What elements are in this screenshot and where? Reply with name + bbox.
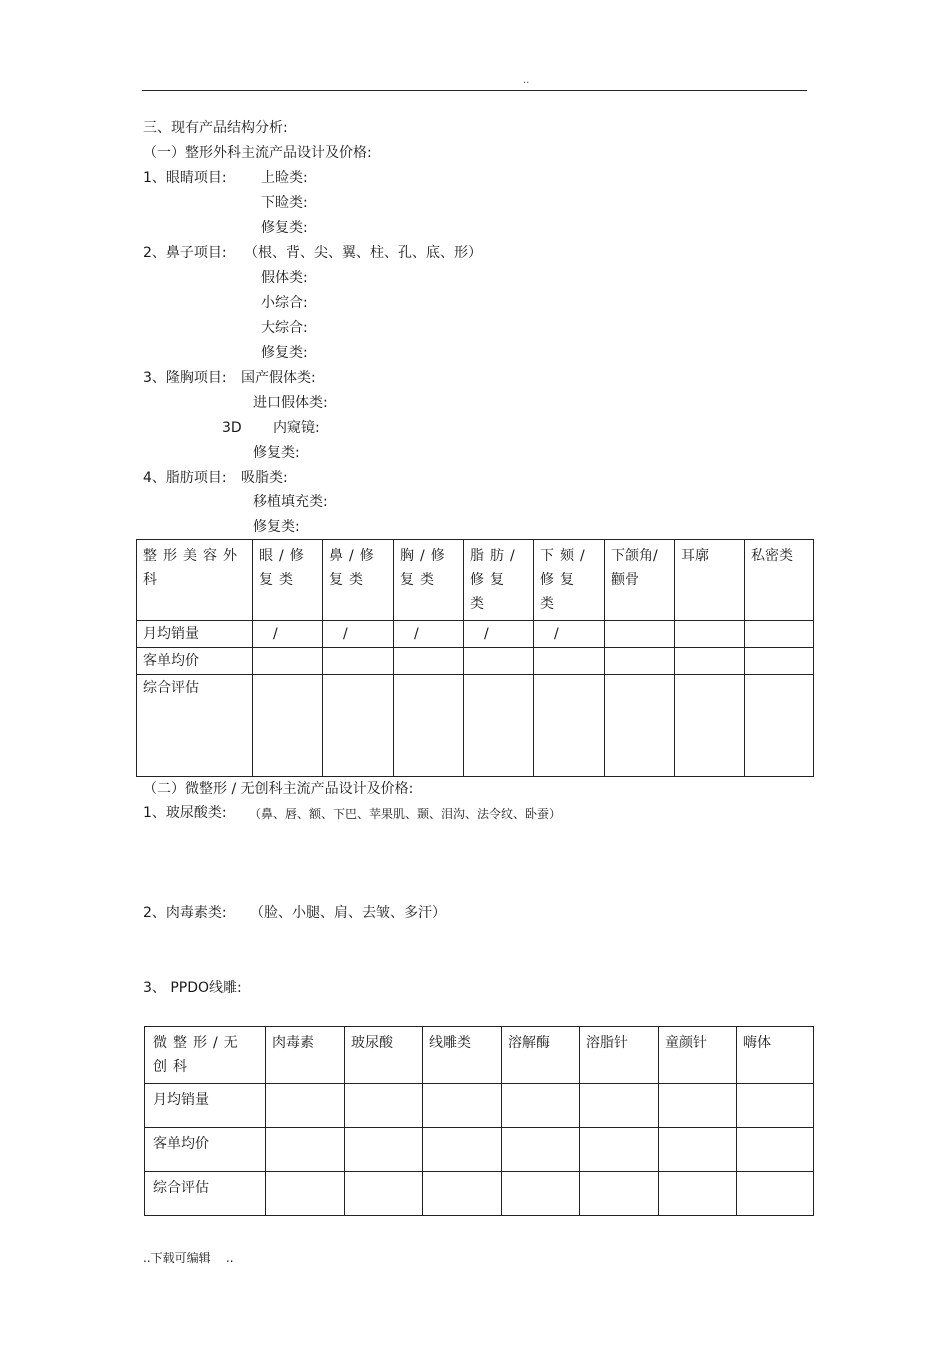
table-cell xyxy=(745,621,814,648)
breast-item: 内窥镜: xyxy=(273,420,320,436)
table-cell xyxy=(580,1172,659,1216)
table-cell xyxy=(423,1128,502,1172)
fat-item: 修复类: xyxy=(253,519,300,535)
table-row xyxy=(137,675,814,777)
surgery-products-table xyxy=(136,539,814,777)
table-header-cell: 肉毒素 xyxy=(266,1027,345,1084)
table-cell xyxy=(502,1084,580,1128)
table-header-cell: 线雕类 xyxy=(423,1027,502,1084)
table-header-cell: 耳廓 xyxy=(675,540,745,621)
table-cell xyxy=(266,1084,345,1128)
table-cell xyxy=(423,1172,502,1216)
table-cell xyxy=(502,1172,580,1216)
table-cell xyxy=(737,1172,814,1216)
table-cell: / xyxy=(323,621,394,648)
nose-project-detail: （根、背、尖、翼、柱、孔、底、形） xyxy=(244,245,482,261)
table-cell xyxy=(394,675,464,777)
nose-item: 假体类: xyxy=(261,270,308,286)
footer-text: ..下载可编辑 .. xyxy=(143,1251,234,1265)
fat-item: 移植填充类: xyxy=(253,494,328,510)
table-header-cell: 整形美容外科 xyxy=(137,540,253,621)
breast-3d-prefix: 3D xyxy=(222,420,242,436)
table-header-cell: 玻尿酸 xyxy=(345,1027,423,1084)
table-cell xyxy=(659,1128,737,1172)
thread-label: 3、 PPDO线雕: xyxy=(143,980,242,996)
eye-item: 下睑类: xyxy=(261,195,308,211)
table-cell xyxy=(580,1128,659,1172)
table-cell: / xyxy=(464,621,534,648)
table-cell xyxy=(502,1128,580,1172)
table-cell xyxy=(605,648,675,675)
table-header-cell: 童颜针 xyxy=(659,1027,737,1084)
table-cell: / xyxy=(534,621,605,648)
eye-item: 上睑类: xyxy=(261,170,308,186)
breast-item: 进口假体类: xyxy=(253,395,328,411)
table-cell xyxy=(737,1084,814,1128)
table-header-cell: 胸/修复类 xyxy=(394,540,464,621)
table-cell xyxy=(675,648,745,675)
table-row xyxy=(137,648,814,675)
table-cell xyxy=(580,1084,659,1128)
table-header-cell: 下颏/修复类 xyxy=(534,540,605,621)
table-header-cell: 下颌角/颧骨 xyxy=(605,540,675,621)
fat-project-label: 4、脂肪项目: xyxy=(143,470,227,486)
table-cell xyxy=(323,648,394,675)
table-row xyxy=(145,1172,814,1216)
table-header-cell: 私密类 xyxy=(745,540,814,621)
nose-project-label: 2、鼻子项目: xyxy=(143,245,227,261)
table-cell xyxy=(423,1084,502,1128)
table-cell xyxy=(345,1084,423,1128)
breast-item: 修复类: xyxy=(253,445,300,461)
section-title: 三、现有产品结构分析: xyxy=(143,120,288,136)
breast-item: 国产假体类: xyxy=(241,370,316,386)
header-dots: .. xyxy=(523,75,530,86)
row-label: 综合评估 xyxy=(137,675,253,777)
table-cell: / xyxy=(253,621,323,648)
table-cell xyxy=(253,675,323,777)
table-header-row xyxy=(137,540,814,621)
table-header-cell: 嗨体 xyxy=(737,1027,814,1084)
table-header-cell: 眼/修复类 xyxy=(253,540,323,621)
nose-item: 大综合: xyxy=(261,320,308,336)
table-header-cell: 微整形/无创科 xyxy=(145,1027,266,1084)
table-cell xyxy=(266,1172,345,1216)
row-label: 客单均价 xyxy=(137,648,253,675)
fat-item: 吸脂类: xyxy=(241,470,288,486)
table-header-cell: 脂肪/修复类 xyxy=(464,540,534,621)
table-cell xyxy=(253,648,323,675)
table-header-row xyxy=(145,1027,814,1084)
table-cell xyxy=(534,648,605,675)
row-label: 综合评估 xyxy=(145,1172,266,1216)
table-cell xyxy=(737,1128,814,1172)
row-label: 客单均价 xyxy=(145,1128,266,1172)
breast-project-label: 3、隆胸项目: xyxy=(143,370,227,386)
table-cell xyxy=(345,1128,423,1172)
table-cell xyxy=(394,648,464,675)
table-cell xyxy=(605,675,675,777)
botox-label: 2、肉毒素类: xyxy=(143,905,227,921)
hyaluronic-label: 1、玻尿酸类: xyxy=(143,805,227,821)
table-row xyxy=(137,621,814,648)
table-cell xyxy=(745,648,814,675)
table-cell xyxy=(605,621,675,648)
table-cell xyxy=(464,675,534,777)
micro-subtitle: （二）微整形 / 无创科主流产品设计及价格: xyxy=(143,781,414,797)
table-header-cell: 溶解酶 xyxy=(502,1027,580,1084)
table-cell xyxy=(675,675,745,777)
table-cell xyxy=(464,648,534,675)
botox-detail: （脸、小腿、肩、去皱、多汗） xyxy=(250,905,446,921)
row-label: 月均销量 xyxy=(145,1084,266,1128)
table-header-cell: 鼻/修复类 xyxy=(323,540,394,621)
table-cell xyxy=(659,1084,737,1128)
table-cell xyxy=(659,1172,737,1216)
surgery-subtitle: （一）整形外科主流产品设计及价格: xyxy=(143,145,372,161)
nose-item: 小综合: xyxy=(261,295,308,311)
eye-project-label: 1、眼睛项目: xyxy=(143,170,227,186)
table-cell xyxy=(675,621,745,648)
table-cell xyxy=(345,1172,423,1216)
table-cell xyxy=(323,675,394,777)
nose-item: 修复类: xyxy=(261,345,308,361)
row-label: 月均销量 xyxy=(137,621,253,648)
table-header-cell: 溶脂针 xyxy=(580,1027,659,1084)
table-cell xyxy=(266,1128,345,1172)
table-cell xyxy=(534,675,605,777)
table-cell: / xyxy=(394,621,464,648)
table-cell xyxy=(745,675,814,777)
eye-item: 修复类: xyxy=(261,220,308,236)
header-rule xyxy=(142,90,807,91)
micro-products-table xyxy=(144,1026,814,1216)
table-row xyxy=(145,1084,814,1128)
hyaluronic-detail: （鼻、唇、额、下巴、苹果肌、颞、泪沟、法令纹、卧蚕） xyxy=(249,807,562,821)
table-row xyxy=(145,1128,814,1172)
